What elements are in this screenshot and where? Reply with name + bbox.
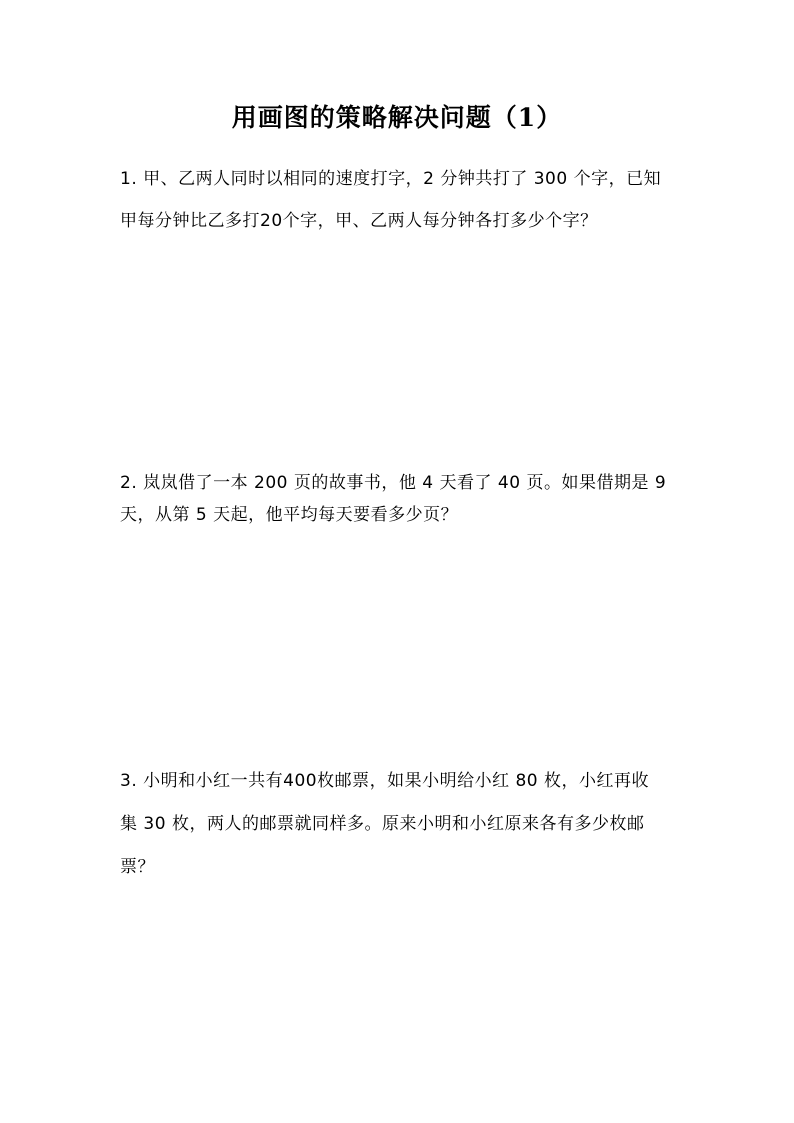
problem-3 xyxy=(120,760,680,889)
problem-line: 3. 小明和小红一共有400枚邮票，如果小明给小红 80 枚，小红再收 xyxy=(120,771,650,791)
problem-line: 票？ xyxy=(120,857,155,877)
problem-1 xyxy=(120,158,680,242)
problem-line: 甲每分钟比乙多打20个字，甲、乙两人每分钟各打多少个字？ xyxy=(120,211,598,231)
page-title: 用画图的策略解决问题（1） xyxy=(231,103,563,132)
problem-line: 天，从第 5 天起，他平均每天要看多少页？ xyxy=(120,505,459,525)
problem-line: 1. 甲、乙两人同时以相同的速度打字，2 分钟共打了 300 个字，已知 xyxy=(120,169,662,189)
problem-line: 2. 岚岚借了一本 200 页的故事书，他 4 天看了 40 页。如果借期是 9 xyxy=(120,473,667,493)
problem-line: 集 30 枚，两人的邮票就同样多。原来小明和小红原来各有多少枚邮 xyxy=(120,814,645,834)
problem-2 xyxy=(120,467,680,531)
